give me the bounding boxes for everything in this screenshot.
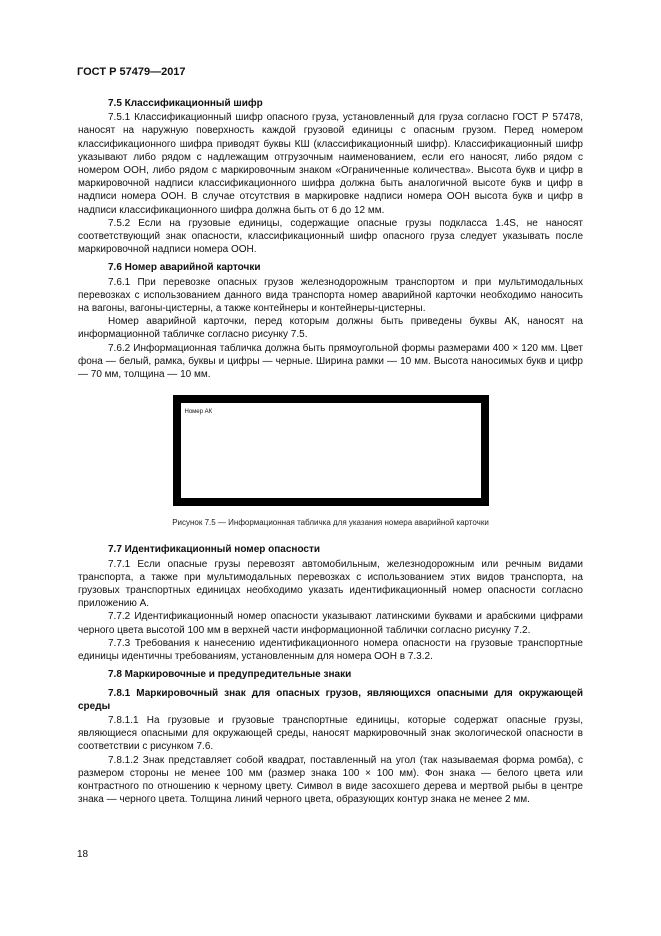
info-plate (173, 395, 489, 506)
document-body (78, 92, 583, 806)
standard-header: ГОСТ Р 57479—2017 (77, 66, 186, 78)
paragraph: 7.5.2 Если на грузовые единицы, содержащие опасные грузы подкласса 1.4S, не наносят соответствующий знак опасности, классификационный шифр опасного груза следует указывать после маркировочной надписи номера ООН. (78, 217, 583, 256)
section-heading: 7.6 Номер аварийной карточки (108, 262, 261, 274)
paragraph: Номер аварийной карточки, перед которым должны быть приведены буквы АК, наносят на информационной табличке согласно рисунку 7.5. (78, 316, 583, 341)
section-heading: 7.8 Маркировочные и предупредительные знаки (108, 669, 352, 681)
section-heading: 7.5 Классификационный шифр (108, 98, 263, 109)
paragraph: 7.6.2 Информационная табличка должна быть прямоугольной формы размерами 400 × 120 мм. Цвет фона — белый, рамка, буквы и цифры — черные. Ширина рамки — 10 мм. Высота наносимых букв и цифр — 70 мм, толщина — 10 мм. (78, 342, 583, 381)
paragraph: 7.7.1 Если опасные грузы перевозят автомобильным, железнодорожным или речным видами транспорта, а также при мультимодальных перевозках с использованием этих видов транспорта, на грузовых транспортных единицах необходимо указать идентификационный номер опасности согласно приложению А. (78, 558, 583, 610)
paragraph: 7.7.2 Идентификационный номер опасности указывают латинскими буквами и арабскими цифрами черного цвета высотой 100 мм в верхней части информационной таблички согласно рисунку 7.2. (78, 611, 583, 636)
section-heading: 7.7 Идентификационный номер опасности (108, 544, 321, 556)
page-number: 18 (77, 849, 89, 860)
section-heading: 7.8.1 Маркировочный знак для опасных грузов, являющихся опасными для окружающей среды (78, 687, 583, 712)
paragraph: 7.6.1 При перевозке опасных грузов железнодорожным транспортом и при мультимодальных перевозках с использованием данного вида транспорта номер аварийной карточки необходимо наносить на вагоны, вагоны-цистерны, а также контейнеры и контейнеры-цистерны. (78, 276, 583, 315)
paragraph: 7.7.3 Требования к нанесению идентификационного номера опасности на грузовые транспортные единицы идентичны требованиям, установленным для номера ООН в 7.3.2. (78, 637, 583, 663)
plate-wrapper (78, 395, 583, 506)
paragraph: 7.8.1.1 На грузовые и грузовые транспортные единицы, которые содержат опасные грузы, являющиеся опасными для окружающей среды, наносят маркировочный знак экологической опасности в соответствии с рисунком 7.6. (78, 714, 583, 753)
paragraph: 7.8.1.2 Знак представляет собой квадрат, поставленный на угол (так называемая форма ромба), с размером стороны не менее 100 мм (размер знака 100 × 100 мм). Фон знака — белого цвета или контрастного по отношению к черному цвету. Символ в виде засохшего дерева и мертвой рыбы в центре знака — черного цвета. Толщина линий черного цвета, образующих контур знака не менее 2 мм. (78, 754, 583, 806)
figure-caption: Рисунок 7.5 — Информационная табличка для указания номера аварийной карточки (172, 518, 489, 528)
paragraph: 7.5.1 Классификационный шифр опасного груза, установленный для груза согласно ГОСТ Р 57478, наносят на наружную поверхность каждой грузовой единицы с опасным грузом. Перед номером классификационного шифра приводят буквы КШ (классификационный шифр). Классификационный шифр указывают либо рядом с надлежащим отгрузочным наименованием, если его наносят, либо рядом с номером ООН, либо рядом с маркировочным знаком «Ограниченные количества». Высота букв и цифр в маркировочной надписи классификационного шифра должна быть аналогичной высоте букв и цифр в надписи номера ООН. В случае отсутствия в маркировке надписи номера ООН высота букв и цифр в надписи классификационного шифра должна быть от 6 до 12 мм. (78, 112, 583, 216)
figure-7-5 (78, 395, 583, 529)
plate-label: Номер АК (184, 409, 213, 416)
